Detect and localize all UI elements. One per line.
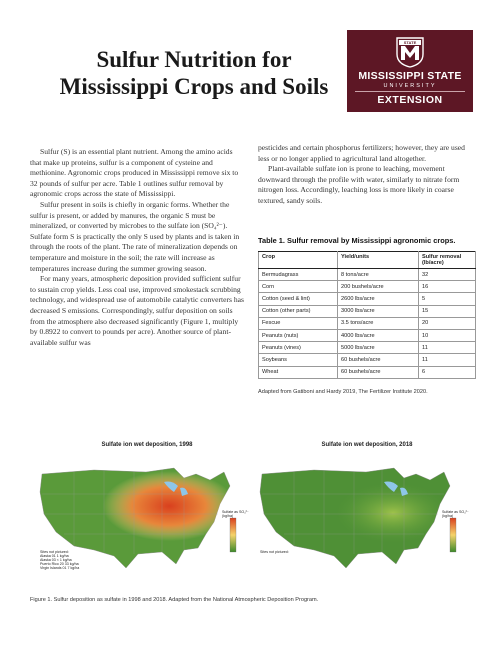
us-map-2018-graphic (254, 452, 480, 598)
map-title: Sulfate ion wet deposition, 2018 (321, 442, 413, 448)
site-name: Alaska 01 (40, 554, 56, 558)
site-name: Alaska 03 (40, 558, 56, 562)
cell-yield: 2600 lbs/acre (338, 293, 419, 305)
table-row (259, 329, 476, 341)
site-value: 7 kg/ha (67, 566, 80, 570)
cell-yield: 60 bushels/acre (338, 354, 419, 366)
table-row (259, 269, 476, 281)
cell-yield: 5000 lbs/acre (338, 342, 419, 354)
sulfur-removal-table (258, 251, 476, 379)
table-title: Table 1. Sulfur removal by Mississippi agronomic crops. (258, 236, 456, 245)
msu-seal-icon (395, 36, 425, 68)
paragraph: For many years, atmospheric deposition provided sufficient sulfur to sustain crop yields. Less coal use, improved smokestack scrubbing technology, and widespread use of automobile catalytic converters has decreased S emissions. Correspondingly, sulfur deposition on soils from the atmosphere also decreased significantly (Figure 1, multiply by 0.8922 to convert to pounds per acre). Another source of plant-available sulfur was (30, 274, 244, 347)
table-row (259, 281, 476, 293)
table-header-row (259, 252, 476, 269)
cell-removal: 32 (419, 269, 476, 281)
right-column-text (258, 143, 476, 207)
cell-crop: Bermudagrass (259, 269, 338, 281)
cell-yield: 4000 lbs/acre (338, 329, 419, 341)
cell-removal: 20 (419, 317, 476, 329)
paragraph: Sulfur (S) is an essential plant nutrient. Among the amino acids that make up proteins, sulfur is a component of cysteine and methionine. Agronomic crops produced in Mississippi remove six to 32 pounds of sulfur per acre. Table 1 outlines sulfur removal by agronomic crops across the state of Mississippi. (30, 147, 239, 199)
column-header: Sulfur removal (lb/acre) (419, 252, 476, 269)
site-value: 33 kg/ha (64, 562, 79, 566)
logo-divider (355, 91, 465, 92)
site-value: < 1 kg/ha (56, 558, 72, 562)
university-subtitle: UNIVERSITY (383, 83, 437, 89)
legend-title: Sulfate as SO₄²⁻ (kg/ha) (442, 510, 469, 518)
paragraph: Sulfur present in soils is chiefly in organic forms. Whether the sulfur is present, or added by manures, the organic S must be mineralized, or converted by microbes to the sulfate ion (SO₄²⁻). Sulfate form S is practically the only S used by plants and is taken in through the roots of the plant. The rate of mineralization depends on temperature and moisture in the soil; the rate will increase as temperatures increase during the summer growing season. (30, 199, 240, 273)
table-row (259, 293, 476, 305)
map-title: Sulfate ion wet deposition, 1998 (101, 442, 193, 448)
cell-removal: 5 (419, 293, 476, 305)
cell-crop: Cotton (other parts) (259, 305, 338, 317)
paragraph: pesticides and certain phosphorus fertilizers; however, they are used less or no longer applied to agricultural land altogether. (258, 143, 465, 163)
cell-crop: Soybeans (259, 354, 338, 366)
sites-heading: Sites not pictured: (40, 550, 69, 554)
cell-yield: 3000 lbs/acre (338, 305, 419, 317)
seal-text: STATE (403, 40, 417, 46)
deposition-map-2018 (254, 438, 480, 598)
cell-removal: 11 (419, 354, 476, 366)
cell-removal: 16 (419, 281, 476, 293)
table-row (259, 366, 476, 378)
column-header: Yield/units (338, 252, 419, 269)
title-line-1: Sulfur Nutrition for (96, 47, 292, 72)
cell-removal: 6 (419, 366, 476, 378)
site-name: Puerto Rico 20 (40, 562, 64, 566)
cell-crop: Cotton (seed & lint) (259, 293, 338, 305)
extension-label: EXTENSION (377, 94, 443, 106)
sites-not-pictured (40, 550, 79, 570)
cell-crop: Peanuts (vines) (259, 342, 338, 354)
cell-crop: Peanuts (nuts) (259, 329, 338, 341)
cell-removal: 11 (419, 342, 476, 354)
paragraph: Plant-available sulfate ion is prone to leaching, movement downward through the profile with water, similarly to nitrate form nitrogen loss. Accordingly, leaching loss is more likely in coarse textured, sandy soils. (258, 164, 460, 205)
figure-caption: Figure 1. Sulfur deposition as sulfate in 1998 and 2018. Adapted from the National Atmospheric Deposition Program. (30, 597, 319, 603)
site-name: Virgin Islands 01 (40, 566, 67, 570)
cell-crop: Wheat (259, 366, 338, 378)
cell-removal: 10 (419, 329, 476, 341)
cell-removal: 15 (419, 305, 476, 317)
table-row (259, 342, 476, 354)
cell-yield: 200 bushels/acre (338, 281, 419, 293)
table-source-note: Adapted from Gatiboni and Hardy 2019, The Fertilizer Institute 2020. (258, 389, 428, 395)
legend-title: Sulfate as SO₄²⁻ (kg/ha) (222, 510, 249, 518)
cell-crop: Corn (259, 281, 338, 293)
table-row (259, 354, 476, 366)
page-title (48, 46, 340, 100)
sites-not-pictured (260, 550, 289, 554)
cell-crop: Fescue (259, 317, 338, 329)
university-name: MISSISSIPPI STATE (358, 70, 462, 82)
table-row (259, 305, 476, 317)
sites-heading: Sites not pictured: (260, 550, 289, 554)
us-map-1998-graphic (34, 452, 260, 598)
title-line-2: Mississippi Crops and Soils (59, 74, 329, 99)
cell-yield: 3.5 tons/acre (338, 317, 419, 329)
cell-yield: 60 bushels/acre (338, 366, 419, 378)
table-row (259, 317, 476, 329)
column-header: Crop (259, 252, 338, 269)
left-column-text (30, 147, 244, 348)
deposition-map-1998 (34, 438, 260, 598)
msu-extension-logo (347, 30, 473, 112)
site-value: 1 kg/ha (56, 554, 69, 558)
cell-yield: 8 tons/acre (338, 269, 419, 281)
